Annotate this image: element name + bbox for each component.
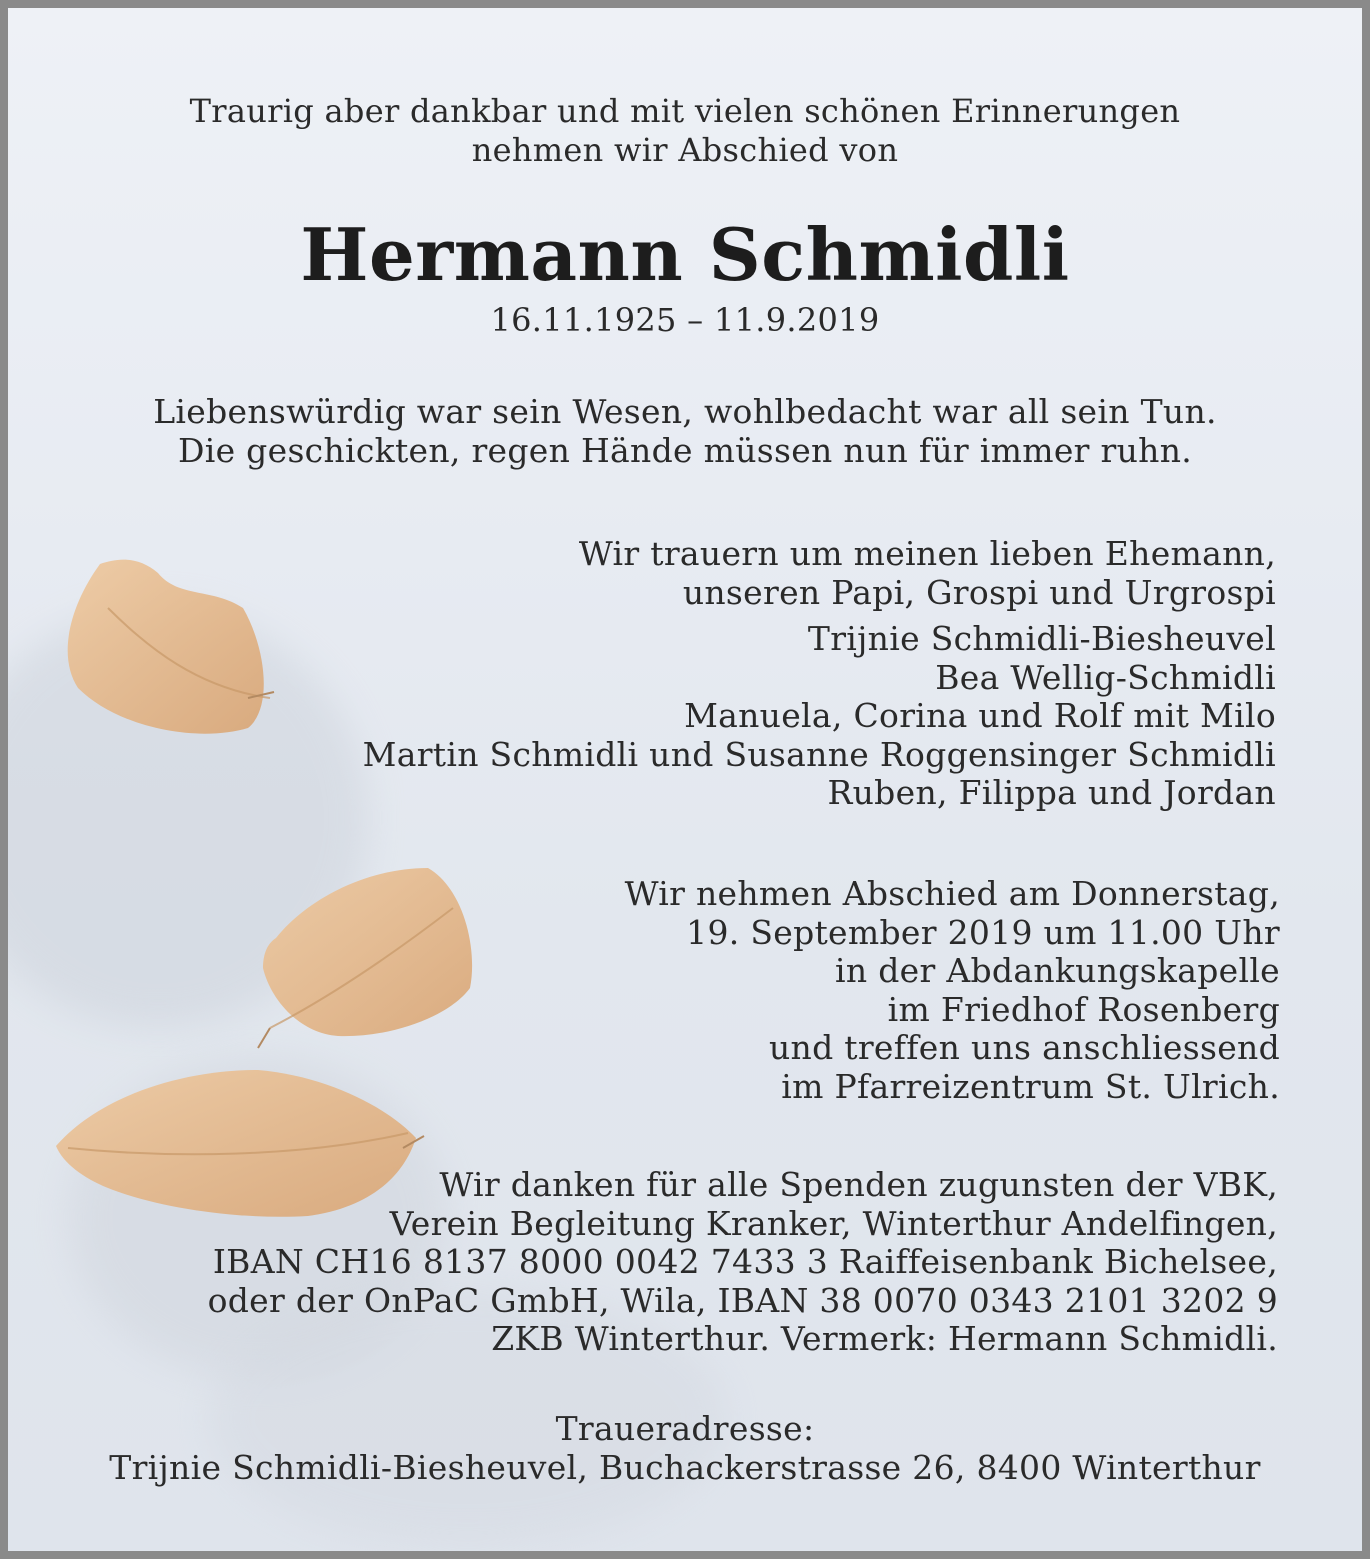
- donation-line: oder der OnPaC GmbH, Wila, IBAN 38 0070 0343 2101 3202 9: [207, 1280, 1278, 1320]
- farewell-details: [625, 875, 1280, 1106]
- farewell-line: im Pfarreizentrum St. Ulrich.: [781, 1066, 1280, 1106]
- mourner: Bea Wellig-Schmidli: [935, 657, 1276, 697]
- deceased-name: Hermann Schmidli: [300, 212, 1070, 297]
- donations-note: [208, 1166, 1278, 1359]
- mourners-list: [363, 620, 1276, 813]
- mourner: Martin Schmidli und Susanne Roggensinger Schmidli: [362, 734, 1276, 774]
- mourning-intro: [579, 535, 1276, 612]
- obituary-notice: [8, 8, 1362, 1551]
- mourner: Manuela, Corina und Rolf mit Milo: [684, 696, 1276, 735]
- farewell-line: in der Abdankungskapelle: [835, 951, 1280, 990]
- mourner: Trijnie Schmidli-Biesheuvel: [807, 619, 1276, 658]
- intro-line: Traurig aber dankbar und mit vielen schönen Erinnerungen: [189, 92, 1181, 130]
- mourning-intro-line: unseren Papi, Grospi und Urgrospi: [682, 572, 1276, 612]
- donation-line: Wir danken für alle Spenden zugunsten der VBK,: [439, 1165, 1278, 1204]
- address-block: [8, 1410, 1362, 1487]
- farewell-line: Wir nehmen Abschied am Donnerstag,: [624, 874, 1280, 913]
- leaf-icon: [258, 868, 472, 1048]
- leaf-icon: [68, 560, 274, 734]
- donation-line: Verein Begleitung Kranker, Winterthur Andelfingen,: [389, 1203, 1278, 1243]
- intro-line: nehmen wir Abschied von: [471, 130, 899, 169]
- farewell-line: und treffen uns anschliessend: [768, 1028, 1280, 1067]
- donation-line: ZKB Winterthur. Vermerk: Hermann Schmidli.: [491, 1319, 1278, 1358]
- intro-text: [8, 92, 1362, 169]
- address: Trijnie Schmidli-Biesheuvel, Buchackerstrasse 26, 8400 Winterthur: [109, 1447, 1261, 1487]
- address-label: Traueradresse:: [555, 1409, 815, 1448]
- farewell-line: 19. September 2019 um 11.00 Uhr: [686, 912, 1280, 952]
- verse: [8, 393, 1362, 470]
- mourner: Ruben, Filippa und Jordan: [827, 773, 1276, 812]
- verse-line: Die geschickten, regen Hände müssen nun für immer ruhn.: [177, 430, 1193, 470]
- donation-line: IBAN CH16 8137 8000 0042 7433 3 Raiffeisenbank Bichelsee,: [212, 1242, 1278, 1281]
- life-dates: 16.11.1925 – 11.9.2019: [490, 301, 880, 339]
- verse-line: Liebenswürdig war sein Wesen, wohlbedacht war all sein Tun.: [153, 392, 1217, 431]
- farewell-line: im Friedhof Rosenberg: [887, 989, 1280, 1029]
- mourning-intro-line: Wir trauern um meinen lieben Ehemann,: [578, 534, 1276, 573]
